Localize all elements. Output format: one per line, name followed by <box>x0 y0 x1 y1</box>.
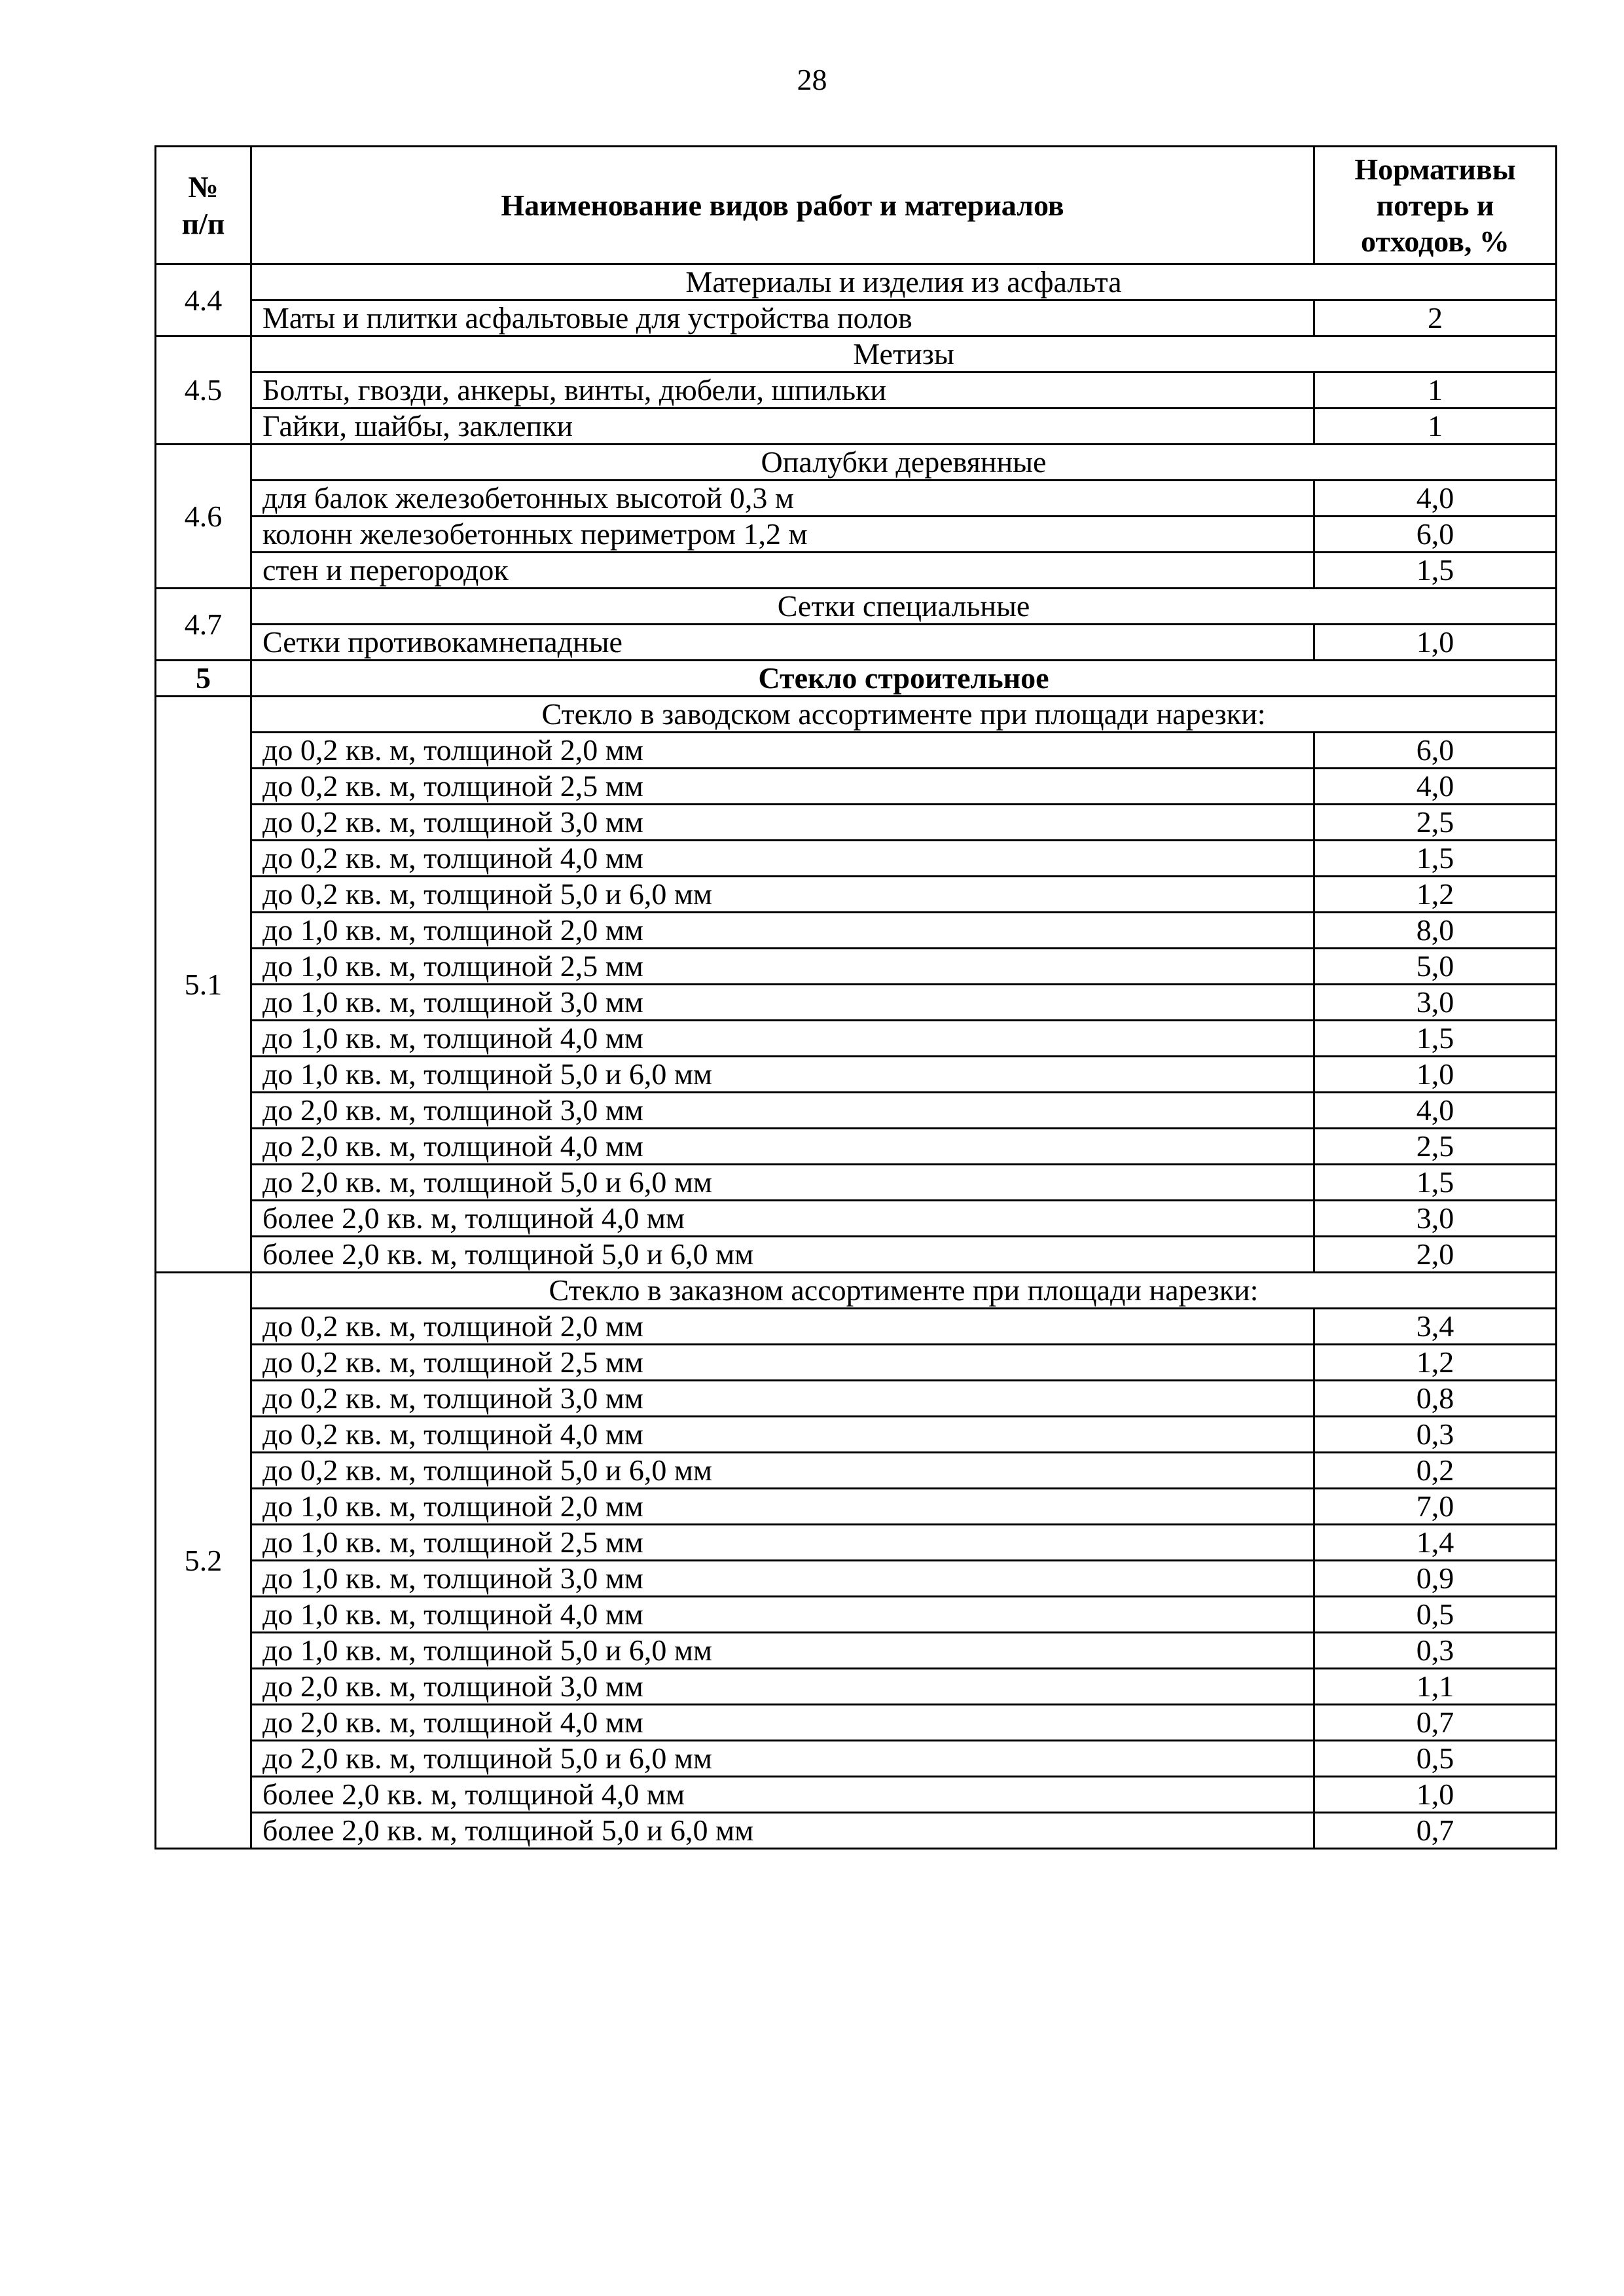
table-header-row <box>156 147 1557 264</box>
row-name: более 2,0 кв. м, толщиной 4,0 мм <box>251 1777 1314 1813</box>
table-row <box>156 913 1557 949</box>
row-name: более 2,0 кв. м, толщиной 5,0 и 6,0 мм <box>251 1813 1314 1849</box>
row-value: 2,0 <box>1314 1237 1557 1273</box>
row-value: 1,4 <box>1314 1525 1557 1561</box>
group-number: 4.4 <box>156 264 251 337</box>
row-name: до 1,0 кв. м, толщиной 2,0 мм <box>251 913 1314 949</box>
row-value: 1 <box>1314 409 1557 445</box>
table-row <box>156 1093 1557 1129</box>
row-name: Болты, гвозди, анкеры, винты, дюбели, шпильки <box>251 373 1314 409</box>
row-name: до 1,0 кв. м, толщиной 3,0 мм <box>251 985 1314 1021</box>
row-name: для балок железобетонных высотой 0,3 м <box>251 481 1314 517</box>
group-number: 5.2 <box>156 1273 251 1849</box>
table-row <box>156 1669 1557 1705</box>
row-value: 3,0 <box>1314 985 1557 1021</box>
row-name: до 0,2 кв. м, толщиной 4,0 мм <box>251 1417 1314 1453</box>
table-row <box>156 1201 1557 1237</box>
loss-norms-table <box>154 145 1557 1850</box>
table-row <box>156 301 1557 337</box>
table-row <box>156 949 1557 985</box>
group-title: Стекло в заказном ассортименте при площади нарезки: <box>251 1273 1557 1309</box>
table-row <box>156 409 1557 445</box>
row-name: Маты и плитки асфальтовые для устройства полов <box>251 301 1314 337</box>
row-name: до 2,0 кв. м, толщиной 5,0 и 6,0 мм <box>251 1165 1314 1201</box>
row-name: до 2,0 кв. м, толщиной 3,0 мм <box>251 1093 1314 1129</box>
row-value: 6,0 <box>1314 733 1557 769</box>
table-row <box>156 625 1557 661</box>
table-row <box>156 1561 1557 1597</box>
row-value: 0,8 <box>1314 1381 1557 1417</box>
row-name: до 0,2 кв. м, толщиной 5,0 и 6,0 мм <box>251 877 1314 913</box>
group-number: 5.1 <box>156 697 251 1273</box>
row-value: 0,9 <box>1314 1561 1557 1597</box>
table-row <box>156 1165 1557 1201</box>
table-row <box>156 1237 1557 1273</box>
row-value: 1,0 <box>1314 1057 1557 1093</box>
table-row <box>156 769 1557 805</box>
row-value: 1,5 <box>1314 1021 1557 1057</box>
row-value: 0,3 <box>1314 1633 1557 1669</box>
section-number: 5 <box>156 661 251 697</box>
row-name: до 2,0 кв. м, толщиной 4,0 мм <box>251 1129 1314 1165</box>
table-row <box>156 1057 1557 1093</box>
page-number: 28 <box>797 63 827 96</box>
row-value: 4,0 <box>1314 769 1557 805</box>
group-title: Сетки специальные <box>251 589 1557 625</box>
table-row <box>156 805 1557 841</box>
row-name: колонн железобетонных периметром 1,2 м <box>251 517 1314 553</box>
table-row <box>156 841 1557 877</box>
table-row <box>156 1633 1557 1669</box>
row-name: до 0,2 кв. м, толщиной 2,5 мм <box>251 769 1314 805</box>
row-value: 1 <box>1314 373 1557 409</box>
table-row <box>156 1777 1557 1813</box>
row-value: 2 <box>1314 301 1557 337</box>
row-value: 0,5 <box>1314 1597 1557 1633</box>
row-value: 2,5 <box>1314 1129 1557 1165</box>
row-value: 0,7 <box>1314 1813 1557 1849</box>
header-num: № п/п <box>156 147 251 264</box>
row-name: до 1,0 кв. м, толщиной 3,0 мм <box>251 1561 1314 1597</box>
group-title-row <box>156 1273 1557 1309</box>
row-value: 1,5 <box>1314 1165 1557 1201</box>
table-row <box>156 1129 1557 1165</box>
group-title-row <box>156 445 1557 481</box>
row-name: более 2,0 кв. м, толщиной 4,0 мм <box>251 1201 1314 1237</box>
section-title: Стекло строительное <box>251 661 1557 697</box>
table-row <box>156 481 1557 517</box>
row-value: 7,0 <box>1314 1489 1557 1525</box>
table-row <box>156 1309 1557 1345</box>
row-value: 5,0 <box>1314 949 1557 985</box>
section-row <box>156 661 1557 697</box>
row-value: 2,5 <box>1314 805 1557 841</box>
row-name: до 0,2 кв. м, толщиной 2,0 мм <box>251 1309 1314 1345</box>
row-value: 1,1 <box>1314 1669 1557 1705</box>
row-name: до 0,2 кв. м, толщиной 5,0 и 6,0 мм <box>251 1453 1314 1489</box>
row-value: 3,0 <box>1314 1201 1557 1237</box>
group-title-row <box>156 697 1557 733</box>
row-name: до 1,0 кв. м, толщиной 5,0 и 6,0 мм <box>251 1633 1314 1669</box>
table-row <box>156 1741 1557 1777</box>
row-value: 0,3 <box>1314 1417 1557 1453</box>
row-name: более 2,0 кв. м, толщиной 5,0 и 6,0 мм <box>251 1237 1314 1273</box>
table-row <box>156 1597 1557 1633</box>
group-number: 4.6 <box>156 445 251 589</box>
header-value: Нормативы потерь и отходов, % <box>1314 147 1557 264</box>
row-name: до 0,2 кв. м, толщиной 3,0 мм <box>251 805 1314 841</box>
table-row <box>156 1453 1557 1489</box>
row-name: до 2,0 кв. м, толщиной 4,0 мм <box>251 1705 1314 1741</box>
group-title: Материалы и изделия из асфальта <box>251 264 1557 301</box>
table-row <box>156 1021 1557 1057</box>
table-row <box>156 985 1557 1021</box>
row-value: 1,0 <box>1314 625 1557 661</box>
table-row <box>156 877 1557 913</box>
table-row <box>156 1417 1557 1453</box>
group-number: 4.5 <box>156 337 251 445</box>
row-value: 6,0 <box>1314 517 1557 553</box>
table-row <box>156 1813 1557 1849</box>
table-row <box>156 517 1557 553</box>
table-row <box>156 553 1557 589</box>
table-row <box>156 1381 1557 1417</box>
header-name: Наименование видов работ и материалов <box>251 147 1314 264</box>
table-row <box>156 1525 1557 1561</box>
row-value: 0,5 <box>1314 1741 1557 1777</box>
table-row <box>156 733 1557 769</box>
table-row <box>156 1705 1557 1741</box>
row-value: 1,0 <box>1314 1777 1557 1813</box>
row-name: до 1,0 кв. м, толщиной 4,0 мм <box>251 1597 1314 1633</box>
row-value: 0,2 <box>1314 1453 1557 1489</box>
table-row <box>156 1345 1557 1381</box>
row-name: до 2,0 кв. м, толщиной 5,0 и 6,0 мм <box>251 1741 1314 1777</box>
group-title-row <box>156 264 1557 301</box>
table-row <box>156 373 1557 409</box>
row-name: до 1,0 кв. м, толщиной 5,0 и 6,0 мм <box>251 1057 1314 1093</box>
row-name: до 1,0 кв. м, толщиной 2,5 мм <box>251 949 1314 985</box>
row-value: 1,5 <box>1314 553 1557 589</box>
row-name: до 0,2 кв. м, толщиной 3,0 мм <box>251 1381 1314 1417</box>
row-value: 3,4 <box>1314 1309 1557 1345</box>
row-value: 4,0 <box>1314 1093 1557 1129</box>
group-title: Стекло в заводском ассортименте при площади нарезки: <box>251 697 1557 733</box>
row-value: 0,7 <box>1314 1705 1557 1741</box>
row-name: Сетки противокамнепадные <box>251 625 1314 661</box>
row-name: Гайки, шайбы, заклепки <box>251 409 1314 445</box>
group-title: Опалубки деревянные <box>251 445 1557 481</box>
row-value: 1,2 <box>1314 1345 1557 1381</box>
row-value: 8,0 <box>1314 913 1557 949</box>
row-name: до 0,2 кв. м, толщиной 2,5 мм <box>251 1345 1314 1381</box>
group-title-row <box>156 337 1557 373</box>
row-name: до 1,0 кв. м, толщиной 2,0 мм <box>251 1489 1314 1525</box>
row-name: до 1,0 кв. м, толщиной 2,5 мм <box>251 1525 1314 1561</box>
row-name: до 0,2 кв. м, толщиной 4,0 мм <box>251 841 1314 877</box>
table-body <box>156 264 1557 1849</box>
row-name: до 0,2 кв. м, толщиной 2,0 мм <box>251 733 1314 769</box>
row-name: до 1,0 кв. м, толщиной 4,0 мм <box>251 1021 1314 1057</box>
group-title-row <box>156 589 1557 625</box>
row-value: 4,0 <box>1314 481 1557 517</box>
group-number: 4.7 <box>156 589 251 661</box>
row-name: до 2,0 кв. м, толщиной 3,0 мм <box>251 1669 1314 1705</box>
row-name: стен и перегородок <box>251 553 1314 589</box>
table-row <box>156 1489 1557 1525</box>
row-value: 1,2 <box>1314 877 1557 913</box>
row-value: 1,5 <box>1314 841 1557 877</box>
group-title: Метизы <box>251 337 1557 373</box>
